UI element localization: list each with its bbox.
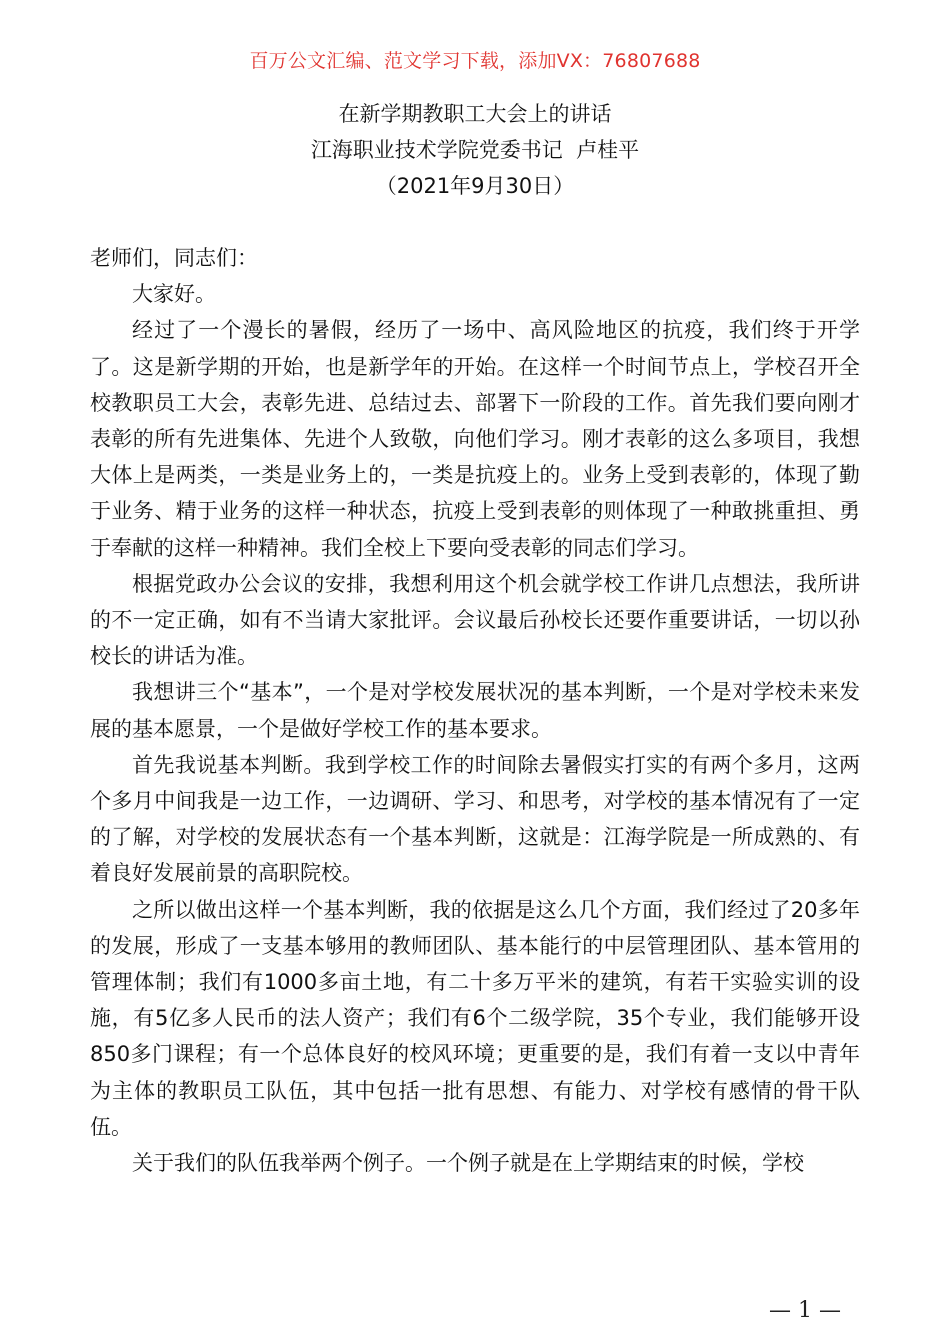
paragraph: 我想讲三个“基本”，一个是对学校发展状况的基本判断，一个是对学校未来发展的基本愿景，一个是做好学校工作的基本要求。 [90, 680, 860, 741]
paragraph: 大家好。 [132, 282, 216, 307]
document-title: 在新学期教职工大会上的讲话 [338, 102, 612, 126]
paragraph: 首先我说基本判断。我到学校工作的时间除去暑假实打实的有两个多月，这两个多月中间我是一边工作，一边调研、学习、和思考，对学校的基本情况有了一定的了解，对学校的发展状态有一个基本判断，这就是：江海学院是一所成熟的、有着良好发展前景的高职院校。 [90, 752, 860, 886]
paragraph: 之所以做出这样一个基本判断，我的依据是这么几个方面，我们经过了20多年的发展，形成了一支基本够用的教师团队、基本能行的中层管理团队、基本管用的管理体制；我们有1000多亩土地，有二十多万平米的建筑，有若干实验实训的设施，有5亿多人民币的法人资产；我们有6个二级学院，35个专业，我们能够开设850多门课程；有一个总体良好的校风环境；更重要的是，我们有着一支以中青年为主体的教职员工队伍，其中包括一批有思想、有能力、对学校有感情的骨干队伍。 [90, 897, 860, 1139]
date-line: （2021年9月30日） [375, 174, 575, 198]
salutation: 老师们，同志们： [90, 246, 258, 270]
watermark-banner: 百万公文汇编、范文学习下载，添加VX：76807688 [249, 50, 701, 72]
speech-body [90, 240, 860, 1181]
author-line: 江海职业技术学院党委书记 卢桂平 [310, 138, 640, 162]
paragraph: 关于我们的队伍我举两个例子。一个例子就是在上学期结束的时候，学校 [132, 1151, 804, 1176]
paragraph: 根据党政办公会议的安排，我想利用这个机会就学校工作讲几点想法，我所讲的不一定正确，如有不当请大家批评。会议最后孙校长还要作重要讲话，一切以孙校长的讲话为准。 [90, 571, 860, 669]
paragraph: 经过了一个漫长的暑假，经历了一场中、高风险地区的抗疫，我们终于开学了。这是新学期的开始，也是新学年的开始。在这样一个时间节点上，学校召开全校教职员工大会，表彰先进、总结过去、部署下一阶段的工作。首先我们要向刚才表彰的所有先进集体、先进个人致敬，向他们学习。刚才表彰的这么多项目，我想大体上是两类，一类是业务上的，一类是抗疫上的。业务上受到表彰的，体现了勤于业务、精于业务的这样一种状态，抗疫上受到表彰的则体现了一种敢挑重担、勇于奉献的这样一种精神。我们全校上下要向受表彰的同志们学习。 [90, 318, 860, 560]
page-number: — 1 — [769, 1298, 841, 1323]
title-block [0, 96, 950, 204]
